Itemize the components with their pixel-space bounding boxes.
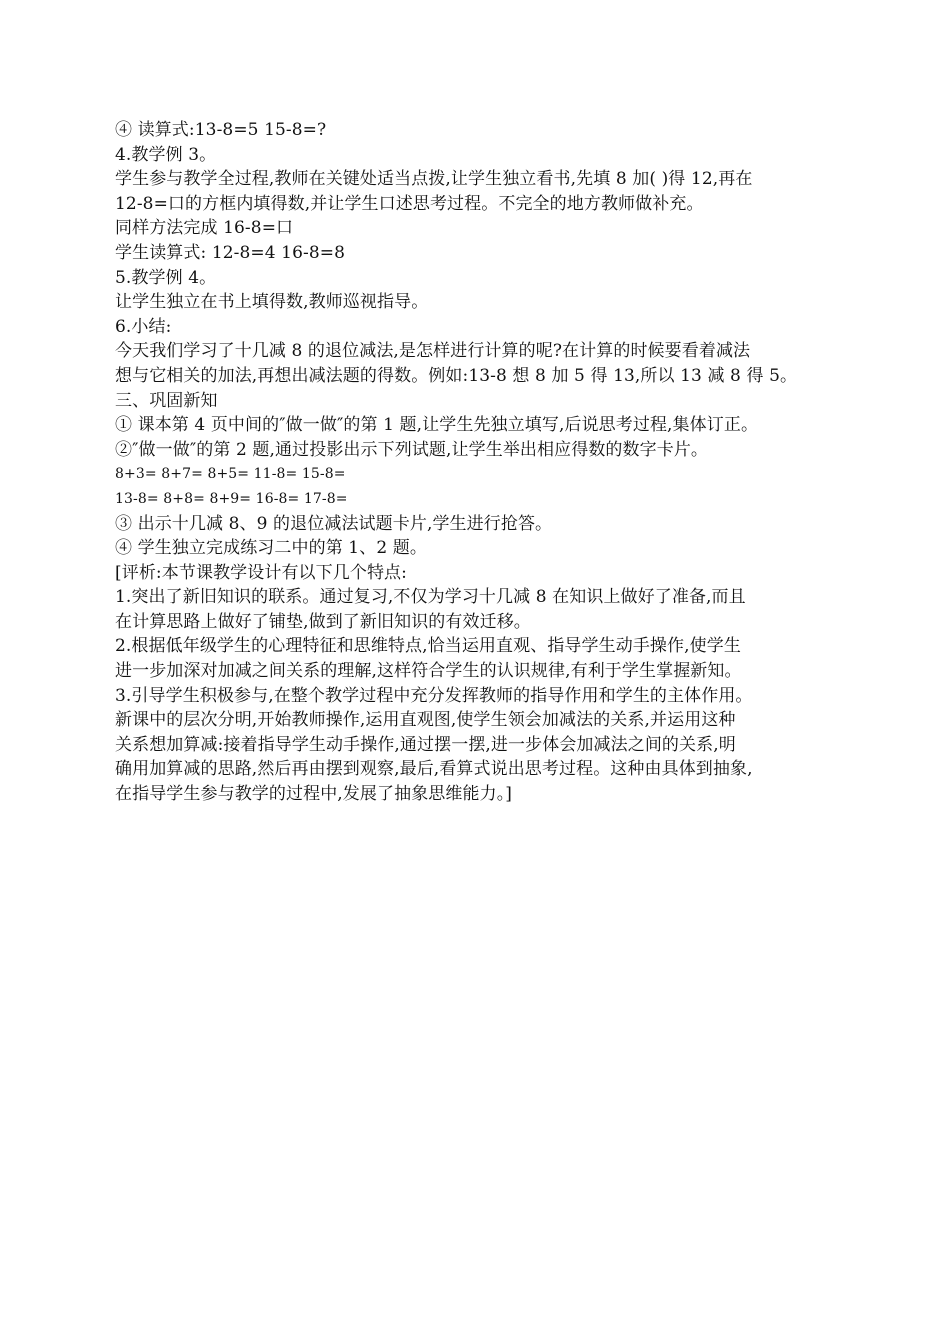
exercise-line: 8+3= 8+7= 8+5= 11-8= 15-8= [115, 466, 346, 483]
text-line: 在计算思路上做好了铺垫,做到了新旧知识的有效迁移。 [115, 611, 531, 632]
text-line: 想与它相关的加法,再想出减法题的得数。例如:13-8 想 8 加 5 得 13,所以 13 减 8 得 5。 [115, 365, 798, 386]
section-heading: 5.教学例 4。 [115, 267, 217, 288]
document-body [115, 118, 855, 807]
text-line: 新课中的层次分明,开始教师操作,运用直观图,使学生领会加减法的关系,并运用这种 [115, 710, 736, 731]
section-heading: 三、巩固新知 [115, 390, 218, 411]
text-line: ②″做一做″的第 2 题,通过投影出示下列试题,让学生举出相应得数的数字卡片。 [115, 439, 709, 460]
text-line: ④ 读算式:13-8=5 15-8=? [115, 120, 327, 140]
exercise-line: 13-8= 8+8= 8+9= 16-8= 17-8= [115, 490, 348, 507]
text-line: 1.突出了新旧知识的联系。通过复习,不仅为学习十几减 8 在知识上做好了准备,而且 [115, 587, 746, 608]
commentary-heading: [评析:本节课教学设计有以下几个特点: [115, 562, 407, 583]
text-line: 关系想加算减:接着指导学生动手操作,通过摆一摆,进一步体会加减法之间的关系,明 [115, 734, 736, 755]
text-line: 12-8=口的方框内填得数,并让学生口述思考过程。不完全的地方教师做补充。 [115, 193, 704, 214]
text-line: 进一步加深对加减之间关系的理解,这样符合学生的认识规律,有利于学生掌握新知。 [115, 661, 742, 682]
text-line: 2.根据低年级学生的心理特征和思维特点,恰当运用直观、指导学生动手操作,使学生 [115, 636, 741, 657]
text-line: ③ 出示十几减 8、9 的退位减法试题卡片,学生进行抢答。 [115, 513, 553, 534]
text-line: ① 课本第 4 页中间的″做一做″的第 1 题,让学生先独立填写,后说思考过程,集体订正。 [115, 415, 759, 436]
text-line: 今天我们学习了十几减 8 的退位减法,是怎样进行计算的呢?在计算的时候要看着减法 [115, 341, 751, 362]
section-heading: 6.小结: [115, 316, 172, 337]
text-line: 确用加算减的思路,然后再由摆到观察,最后,看算式说出思考过程。这种由具体到抽象, [115, 759, 753, 780]
text-line: 3.引导学生积极参与,在整个教学过程中充分发挥教师的指导作用和学生的主体作用。 [115, 685, 753, 706]
text-line: 在指导学生参与教学的过程中,发展了抽象思维能力。] [115, 784, 513, 805]
text-line: 同样方法完成 16-8=口 [115, 218, 294, 239]
text-line: 学生读算式: 12-8=4 16-8=8 [115, 242, 346, 263]
section-heading: 4.教学例 3。 [115, 144, 217, 165]
text-line: 让学生独立在书上填得数,教师巡视指导。 [115, 292, 429, 313]
text-line: 学生参与教学全过程,教师在关键处适当点拨,让学生独立看书,先填 8 加( )得 12,再在 [115, 169, 753, 190]
text-line: ④ 学生独立完成练习二中的第 1、2 题。 [115, 538, 427, 559]
